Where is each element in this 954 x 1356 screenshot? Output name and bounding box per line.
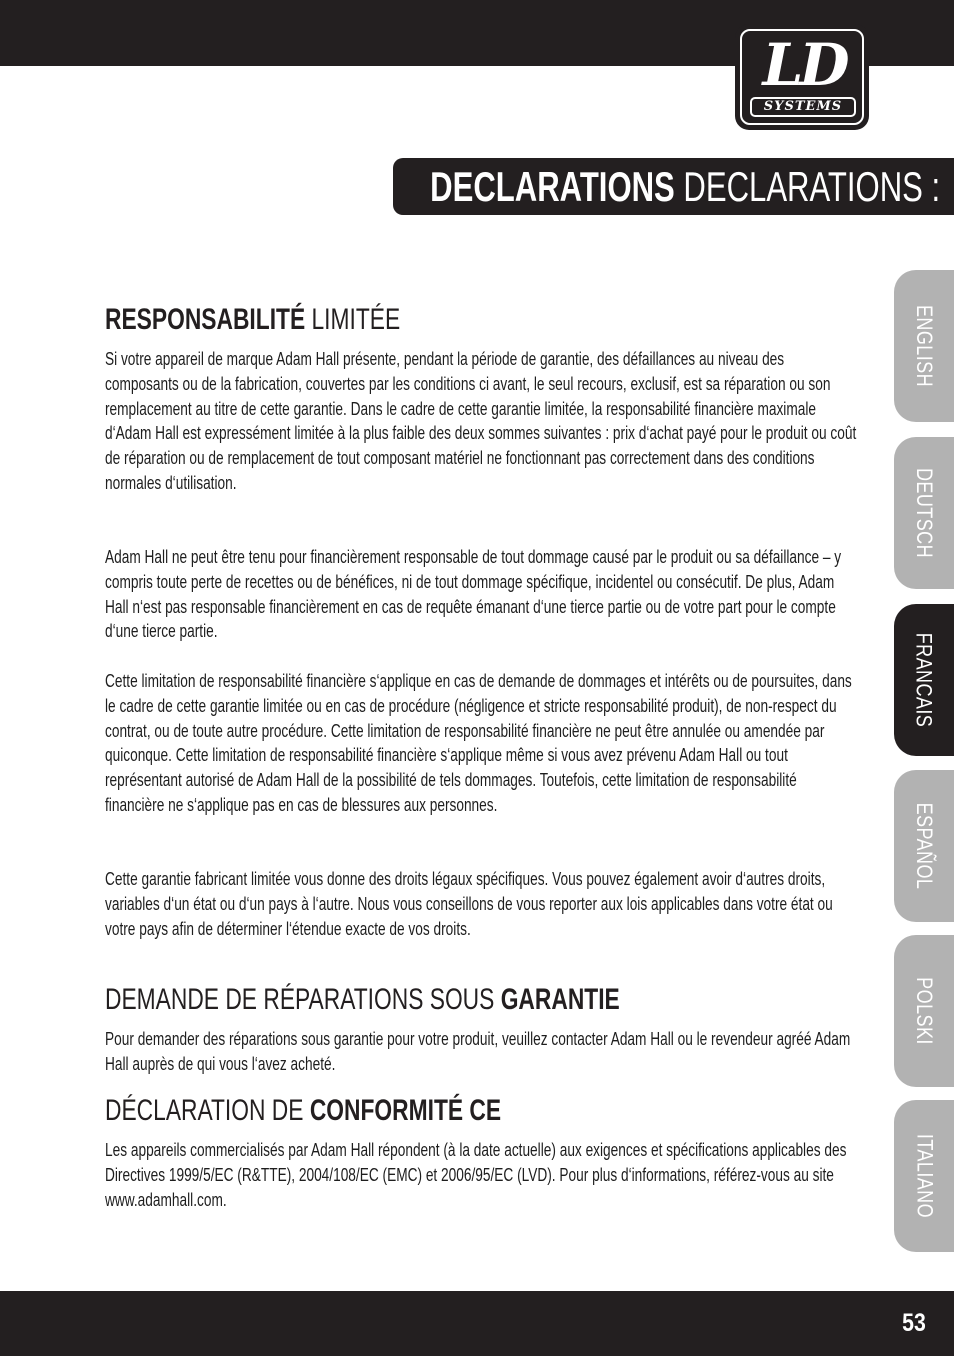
section-heading <box>105 980 677 1020</box>
logo-frame <box>740 29 864 125</box>
paragraph: Cette garantie fabricant limitée vous donne des droits légaux spécifiques. Vous pouvez également avoir d‘autres droits, variables d‘un état ou d‘un pays à l‘autre. Nous vous conseillons de vous reporter aux lois applicables dans votre état ou votre pays afin de déterminer l‘étendue exacte de vos droits. <box>105 869 833 939</box>
tab-espanol[interactable] <box>894 770 954 922</box>
tab-label: ENGLISH <box>912 304 937 388</box>
ld-systems-logo <box>735 24 869 130</box>
paragraph: Pour demander des réparations sous garantie pour votre produit, veuillez contacter Adam Hall ou le revendeur agréé Adam Hall auprès de qui vous l‘avez acheté. <box>105 1029 851 1074</box>
logo-mark: LD <box>762 31 846 99</box>
heading-bold: CONFORMITÉ CE <box>309 1094 502 1127</box>
tab-english[interactable] <box>894 270 954 422</box>
page-title <box>430 162 940 212</box>
bottom-bar <box>0 1291 954 1356</box>
tab-italiano[interactable] <box>894 1100 954 1252</box>
page-number: 53 <box>902 1309 926 1337</box>
tab-polski[interactable] <box>894 935 954 1087</box>
section-warranty-repairs <box>105 980 857 1074</box>
heading-bold: GARANTIE <box>500 983 620 1016</box>
section-limited-liability <box>105 300 857 939</box>
tab-label: ITALIANO <box>912 1133 937 1219</box>
paragraph: Si votre appareil de marque Adam Hall présente, pendant la période de garantie, des défaillances au niveau des composants ou de la fabrication, couvertes par les conditions ci avant, le seul recours, exclusif, est sa réparation ou son remplacement au titre de cette garantie. Dans le cadre de cette garantie limitée, la responsabilité financière maximale d‘Adam Hall est expressément limitée à la plus faible des deux sommes suivantes : prix d‘achat payé pour le produit ou coût de réparation ou de remplacement de tout composant matériel ne fonctionnant pas correctement dans des conditions normales d‘utilisation. <box>105 349 857 493</box>
tab-label: DEUTSCH <box>912 467 937 559</box>
page-title-band <box>393 158 954 215</box>
heading-bold: RESPONSABILITÉ <box>105 303 306 336</box>
paragraph: Adam Hall ne peut être tenu pour financièrement responsable de tout dommage causé par le produit ou sa défaillance – y compris toute perte de recettes ou de bénéfices, ni de tout dommage spécifique, incidentel ou consécutif. De plus, Adam Hall n‘est pas responsable financièrement en cas de requête émanant d‘une tierce partie ou de votre part pour le compte d‘une tierce partie. <box>105 547 842 642</box>
heading-light: LIMITÉE <box>311 303 401 336</box>
page-title-light: DECLARATIONS : <box>683 163 940 210</box>
tab-francais[interactable] <box>894 604 954 756</box>
logo-subtitle: SYSTEMS <box>750 97 856 117</box>
page-title-bold: DECLARATIONS <box>430 163 675 210</box>
section-ce-conformity <box>105 1091 857 1210</box>
heading-light: DEMANDE DE RÉPARATIONS SOUS <box>105 983 495 1016</box>
section-heading <box>105 1091 677 1131</box>
heading-light: DÉCLARATION DE <box>105 1094 304 1127</box>
tab-label: ESPAÑOL <box>912 802 937 890</box>
tab-label: FRANCAIS <box>912 632 937 728</box>
paragraph: Cette limitation de responsabilité financière s‘applique en cas de demande de dommages et intérêts ou de poursuites, dans le cadre de cette garantie limitée ou en cas de procédure (négligence et stricte responsabilité produit), de non-respect du contrat, ou de toute autre procédure. Cette limitation de responsabilité financière ne peut être annulée ou amendée par quiconque. Cette limitation de responsabilité financière s‘applique même si vous avez prévenu Adam Hall ou tout représentant autorisé de Adam Hall de la possibilité de tels dommages. Toutefois, cette limitation de responsabilité financière ne s‘applique pas en cas de blessures aux personnes. <box>105 671 852 815</box>
paragraph: Les appareils commercialisés par Adam Hall répondent (à la date actuelle) aux exigences et spécifications applicables des Directives 1999/5/EC (R&TTE), 2004/108/EC (EMC) et 2006/95/EC (LVD). Pour plus d‘informations, référez-vous au site www.adamhall.com. <box>105 1140 847 1210</box>
tab-deutsch[interactable] <box>894 437 954 589</box>
tab-label: POLSKI <box>912 977 938 1045</box>
section-heading <box>105 300 677 340</box>
